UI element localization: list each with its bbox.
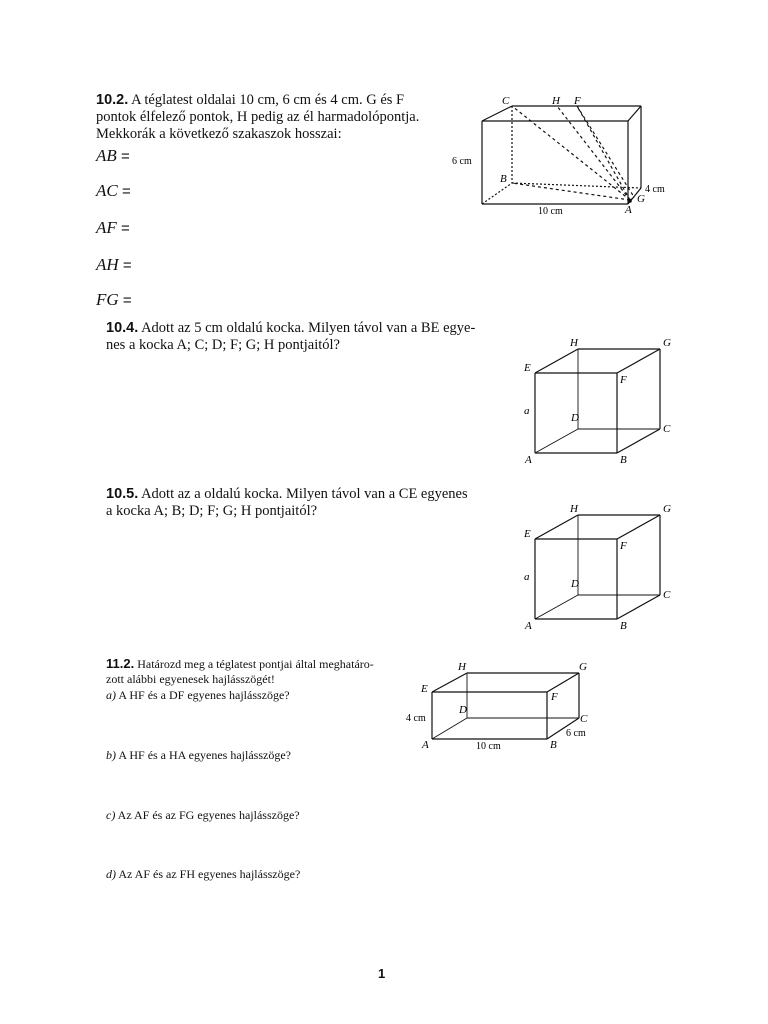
label-b: B (620, 454, 627, 466)
label-f: F (620, 540, 627, 552)
label-e: E (524, 528, 531, 540)
problem-line: nes a kocka A; C; D; F; G; H pontjaitól? (106, 337, 340, 353)
dim-depth: 4 cm (645, 184, 665, 195)
label-g: G (579, 661, 587, 673)
label-e: E (421, 683, 428, 695)
label-a: A (625, 204, 632, 216)
label-a-edge: a (524, 571, 530, 583)
label-d: D (459, 704, 467, 716)
question-d: d) Az AF és az FH egyenes hajlásszöge? (106, 867, 301, 881)
label-c: C (663, 589, 671, 601)
segment-ac: AC = (96, 181, 131, 200)
question-c: c) Az AF és az FG egyenes hajlásszöge? (106, 808, 300, 822)
segment-fg: FG = (96, 290, 132, 309)
problem-number: 11.2. (106, 656, 135, 671)
label-g: G (663, 337, 671, 349)
segment-af: AF = (96, 218, 130, 237)
dim-depth: 6 cm (566, 728, 586, 739)
label-h: H (570, 337, 578, 349)
question-a: a) A HF és a DF egyenes hajlásszöge? (106, 688, 290, 702)
dim-length: 10 cm (476, 741, 501, 752)
label-g: G (637, 193, 645, 205)
label-c: C (502, 95, 510, 107)
page-number: 1 (378, 966, 386, 981)
segment-ab: AB = (96, 146, 130, 165)
label-e: E (524, 362, 531, 374)
label-b: B (550, 739, 557, 751)
label-d: D (571, 412, 579, 424)
problem-line: Adott az a oldalú kocka. Milyen távol van a CE egyenes (141, 486, 468, 502)
label-b: B (500, 173, 507, 185)
label-a: A (422, 739, 429, 751)
label-f: F (574, 95, 581, 107)
label-b: B (620, 620, 627, 632)
problem-number: 10.5. (106, 486, 139, 502)
segment-ah: AH = (96, 255, 132, 274)
problem-number: 10.2. (96, 92, 129, 108)
problem-line: zott alábbi egyenesek hajlásszögét! (106, 672, 275, 686)
label-a-edge: a (524, 405, 530, 417)
label-c: C (580, 713, 588, 725)
question-b: b) A HF és a HA egyenes hajlásszöge? (106, 748, 291, 762)
label-c: C (663, 423, 671, 435)
problem-number: 10.4. (106, 320, 139, 336)
label-h: H (570, 503, 578, 515)
problem-line: A téglatest oldalai 10 cm, 6 cm és 4 cm. G és F (131, 92, 405, 108)
problem-line: Határozd meg a téglatest pontjai által meghatáro- (137, 657, 374, 671)
label-h: H (552, 95, 560, 107)
label-h: H (458, 661, 466, 673)
dim-height: 4 cm (406, 713, 426, 724)
problem-line: a kocka A; B; D; F; G; H pontjaitól? (106, 503, 318, 519)
label-g: G (663, 503, 671, 515)
problem-line: Mekkorák a következő szakaszok hosszai: (96, 126, 342, 142)
problem-line: Adott az 5 cm oldalú kocka. Milyen távol van a BE egye- (141, 320, 476, 336)
problem-line: pontok élfelező pontok, H pedig az él harmadolópontja. (96, 109, 420, 125)
label-a: A (525, 620, 532, 632)
dim-height: 6 cm (452, 156, 472, 167)
label-f: F (620, 374, 627, 386)
dim-length: 10 cm (538, 206, 563, 217)
label-a: A (525, 454, 532, 466)
label-d: D (571, 578, 579, 590)
label-f: F (551, 691, 558, 703)
